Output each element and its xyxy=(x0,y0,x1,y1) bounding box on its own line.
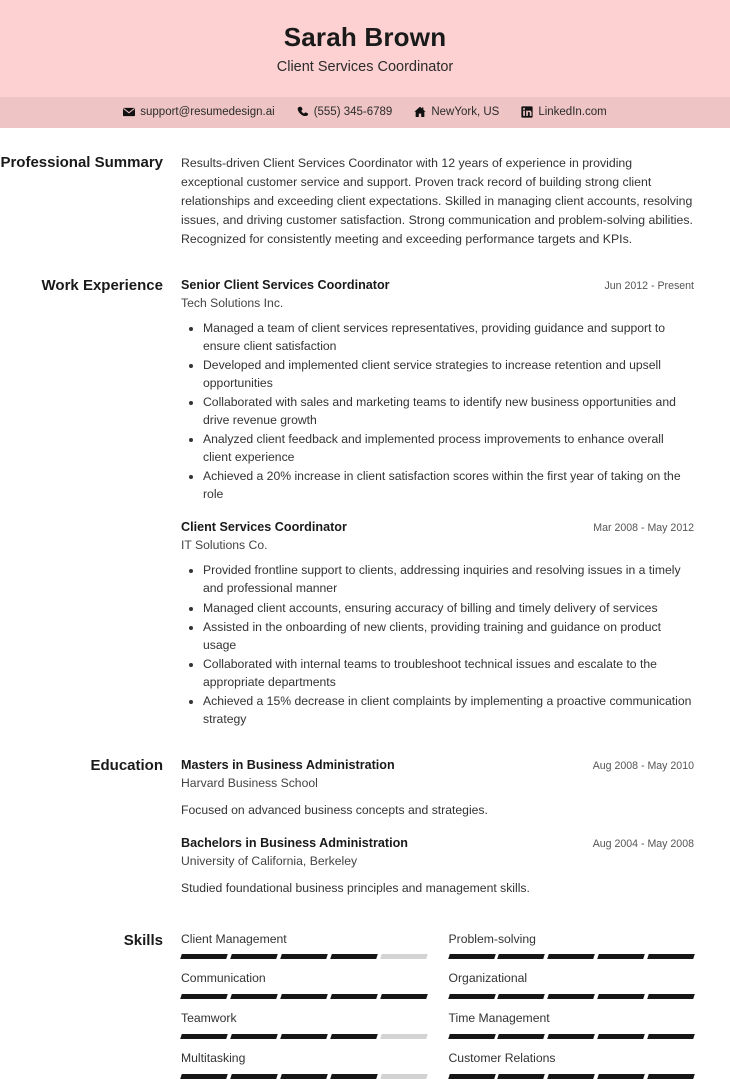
work-bullet: • Achieved a 15% decrease in client complaints by implementing a proactive communication strategy xyxy=(203,692,694,728)
work-entry-header xyxy=(181,519,694,536)
candidate-job-title: Client Services Coordinator xyxy=(276,59,454,76)
candidate-name: Sarah Brown xyxy=(283,22,447,52)
section-education xyxy=(0,757,694,898)
skill-rating-segment xyxy=(180,994,228,999)
skill-rating-segment xyxy=(230,994,278,999)
skill-rating-segment xyxy=(330,1074,378,1079)
education-entries xyxy=(163,757,694,898)
skill-item xyxy=(449,1011,695,1039)
skill-rating-segment xyxy=(597,1074,645,1079)
skill-rating-segment xyxy=(448,994,496,999)
skill-rating-segment xyxy=(597,1034,645,1039)
education-degree: Masters in Business Administration xyxy=(181,757,395,772)
work-bullet: • Analyzed client feedback and implemented process improvements to enhance overall client experience xyxy=(203,430,694,466)
skill-rating-segment xyxy=(647,994,695,999)
summary-text: Results-driven Client Services Coordinator with 12 years of experience in providing exceptional customer service and support. Proven track record of building strong client relationships and exceeding client expectations. Skilled in managing client accounts, resolving issues, and driving customer satisfaction. Strong communication and problem-solving abilities. Recognized for consistently meeting and exceeding performance targets and KPIs. xyxy=(181,155,693,246)
contact-text: (555) 345-6789 xyxy=(313,105,393,118)
work-bullet: • Developed and implemented client service strategies to increase retention and upsell opportunities xyxy=(203,356,694,392)
section-label-skills: Skills xyxy=(123,931,163,949)
skill-item xyxy=(449,1051,695,1079)
skill-item xyxy=(181,971,427,999)
skill-rating-bar xyxy=(449,994,695,999)
resume-body xyxy=(0,154,730,1079)
work-bullet: • Managed client accounts, ensuring accuracy of billing and timely delivery of services xyxy=(203,599,694,617)
section-label-work-experience: Work Experience xyxy=(41,276,163,294)
phone-icon xyxy=(297,106,309,118)
work-entry-company: IT Solutions Co. xyxy=(181,538,268,553)
skill-name: Multitasking xyxy=(181,1051,246,1066)
skill-rating-segment xyxy=(548,994,596,999)
skill-rating-segment xyxy=(180,954,228,959)
skill-rating-segment xyxy=(280,1034,328,1039)
skill-rating-segment xyxy=(380,1034,428,1039)
skill-rating-segment xyxy=(647,954,695,959)
skills-content xyxy=(163,932,694,1079)
education-institution: University of California, Berkeley xyxy=(181,854,358,869)
skill-rating-segment xyxy=(448,1034,496,1039)
skill-rating-segment xyxy=(548,1074,596,1079)
work-entry-title: Senior Client Services Coordinator xyxy=(181,277,390,292)
education-date: Aug 2008 - May 2010 xyxy=(592,759,694,772)
education-date: Aug 2004 - May 2008 xyxy=(592,838,694,851)
skill-name: Customer Relations xyxy=(448,1051,556,1066)
skill-item xyxy=(449,971,695,999)
skill-rating-segment xyxy=(548,1034,596,1039)
contact-text: NewYork, US xyxy=(431,105,500,118)
skill-rating-segment xyxy=(498,994,546,999)
skill-rating-segment xyxy=(380,1074,428,1079)
skill-rating-segment xyxy=(548,954,596,959)
skill-rating-segment xyxy=(330,954,378,959)
skill-rating-segment xyxy=(647,1074,695,1079)
work-entry-date: Jun 2012 - Present xyxy=(604,279,694,292)
work-entry-bullets xyxy=(181,561,694,727)
work-bullet: • Managed a team of client services representatives, providing guidance and support to ensure client satisfaction xyxy=(203,319,694,355)
education-description: Focused on advanced business concepts and strategies. xyxy=(181,802,488,817)
skill-item xyxy=(449,932,695,960)
skill-rating-segment xyxy=(280,954,328,959)
skill-rating-segment xyxy=(280,994,328,999)
skill-rating-segment xyxy=(330,994,378,999)
summary-content xyxy=(163,154,694,249)
skill-rating-bar xyxy=(181,1074,427,1079)
work-entry-header xyxy=(181,277,694,294)
work-entry-date: Mar 2008 - May 2012 xyxy=(593,522,694,535)
work-entry-company: Tech Solutions Inc. xyxy=(181,295,284,310)
contact-text: LinkedIn.com xyxy=(538,105,607,118)
skill-item xyxy=(181,1051,427,1079)
skill-item xyxy=(181,1011,427,1039)
envelope-icon xyxy=(123,106,135,118)
skill-rating-segment xyxy=(498,1074,546,1079)
skill-name: Teamwork xyxy=(181,1011,237,1026)
skill-rating-segment xyxy=(380,954,428,959)
contact-item[interactable] xyxy=(123,106,274,118)
section-label-summary: Professional Summary xyxy=(0,153,163,171)
skill-rating-segment xyxy=(448,1074,496,1079)
skill-rating-segment xyxy=(498,954,546,959)
skill-name: Client Management xyxy=(181,931,287,946)
contact-text: support@resumedesign.ai xyxy=(140,105,275,118)
education-entry-header xyxy=(181,757,694,774)
education-institution: Harvard Business School xyxy=(181,775,318,790)
work-entry xyxy=(181,519,694,728)
work-entry-bullets xyxy=(181,319,694,503)
skill-rating-bar xyxy=(449,1034,695,1039)
work-bullet: • Provided frontline support to clients, addressing inquiries and resolving issues in a timely and professional manner xyxy=(203,561,694,597)
skill-rating-segment xyxy=(180,1074,228,1079)
section-work-experience xyxy=(0,277,694,729)
skill-rating-segment xyxy=(597,994,645,999)
education-degree: Bachelors in Business Administration xyxy=(181,836,408,851)
work-entry-title: Client Services Coordinator xyxy=(181,520,347,535)
education-entry-header xyxy=(181,835,694,852)
home-icon xyxy=(414,106,426,118)
skill-name: Communication xyxy=(181,971,266,986)
work-bullet: • Assisted in the onboarding of new clients, providing training and guidance on product usage xyxy=(203,618,694,654)
skill-rating-segment xyxy=(230,1074,278,1079)
skill-rating-bar xyxy=(181,994,427,999)
resume-header xyxy=(0,0,730,97)
skill-name: Problem-solving xyxy=(448,931,536,946)
skill-rating-segment xyxy=(448,954,496,959)
work-bullet: • Collaborated with sales and marketing teams to identify new business opportunities and drive revenue growth xyxy=(203,393,694,429)
linkedin-icon xyxy=(521,106,533,118)
work-entry xyxy=(181,277,694,504)
skill-rating-segment xyxy=(330,1034,378,1039)
skills-grid xyxy=(181,932,694,1079)
skill-rating-segment xyxy=(380,994,428,999)
education-description: Studied foundational business principles and management skills. xyxy=(181,881,530,896)
skill-name: Organizational xyxy=(448,971,528,986)
skill-rating-bar xyxy=(449,1074,695,1079)
contact-bar xyxy=(0,97,730,128)
skill-rating-segment xyxy=(230,954,278,959)
section-skills xyxy=(0,932,694,1079)
skill-rating-segment xyxy=(230,1034,278,1039)
skill-rating-bar xyxy=(181,954,427,959)
skill-name: Time Management xyxy=(448,1011,550,1026)
skill-rating-segment xyxy=(498,1034,546,1039)
skill-rating-bar xyxy=(449,954,695,959)
skill-rating-segment xyxy=(280,1074,328,1079)
work-bullet: • Achieved a 20% increase in client satisfaction scores within the first year of taking on the role xyxy=(203,467,694,503)
skill-rating-segment xyxy=(647,1034,695,1039)
contact-item[interactable] xyxy=(414,106,499,118)
section-label-education: Education xyxy=(90,756,163,774)
work-entries xyxy=(163,277,694,729)
skill-rating-segment xyxy=(597,954,645,959)
contact-item[interactable] xyxy=(297,106,393,118)
education-entry xyxy=(181,757,694,819)
skill-rating-bar xyxy=(181,1034,427,1039)
education-entry xyxy=(181,835,694,897)
work-bullet: • Collaborated with internal teams to troubleshoot technical issues and escalate to the appropriate departments xyxy=(203,655,694,691)
contact-item[interactable] xyxy=(521,106,606,118)
skill-rating-segment xyxy=(180,1034,228,1039)
skill-item xyxy=(181,932,427,960)
section-professional-summary xyxy=(0,154,694,249)
